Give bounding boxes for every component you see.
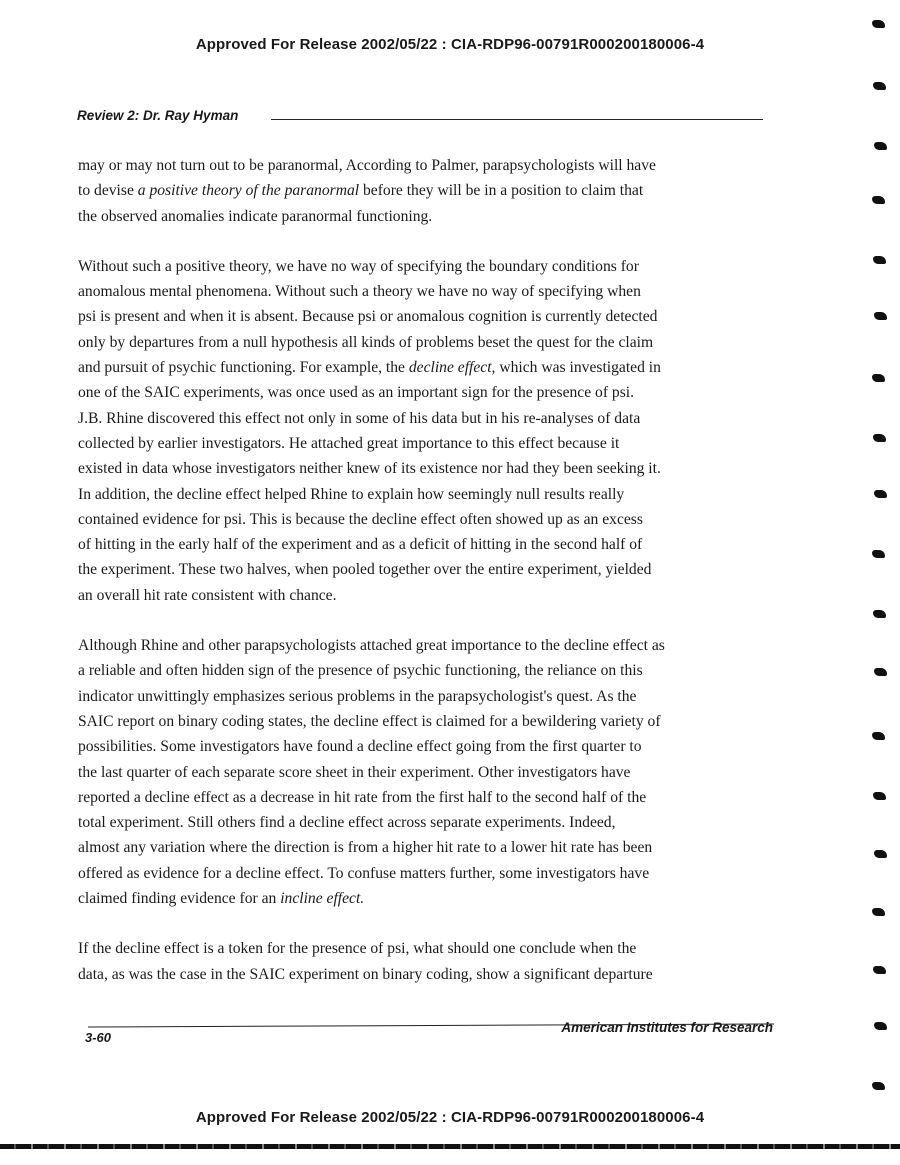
scan-edge-marks	[868, 0, 898, 1165]
scan-mark	[874, 312, 887, 320]
running-header-label: Review 2: Dr. Ray Hyman	[77, 108, 239, 123]
text-line	[78, 861, 768, 886]
text-run: a reliable and often hidden sign of the presence of psychic functioning, the reliance on this	[78, 662, 643, 680]
italic-phrase: incline effect.	[280, 890, 365, 908]
text-run: existed in data whose investigators neither knew of its existence nor had they been seeking it.	[78, 460, 661, 478]
text-run: before they will be in a position to claim that	[359, 182, 644, 200]
text-run: Although Rhine and other parapsychologists attached great importance to the decline effect as	[78, 637, 665, 655]
text-run: data, as was the case in the SAIC experiment on binary coding, show a significant departure	[78, 965, 653, 983]
text-line	[78, 380, 768, 405]
text-line	[78, 254, 768, 279]
paragraph	[78, 633, 768, 911]
text-line	[78, 886, 768, 911]
text-line	[78, 532, 768, 557]
text-run: total experiment. Still others find a decline effect across separate experiments. Indeed,	[78, 814, 616, 832]
text-run: only by departures from a null hypothesis all kinds of problems beset the quest for the claim	[78, 333, 654, 351]
text-line	[78, 962, 768, 987]
running-header	[77, 108, 763, 128]
text-line	[78, 431, 768, 456]
text-line	[78, 456, 768, 481]
text-line	[78, 304, 768, 329]
text-line	[78, 835, 768, 860]
scan-mark	[872, 374, 885, 382]
text-run: contained evidence for psi. This is because the decline effect often showed up as an excess	[78, 510, 643, 528]
text-run: In addition, the decline effect helped Rhine to explain how seemingly null results really	[78, 485, 625, 503]
release-footer: Approved For Release 2002/05/22 : CIA-RDP96-00791R000200180006-4	[195, 1109, 705, 1126]
body-text	[78, 153, 768, 1012]
scan-mark	[873, 256, 886, 264]
text-line	[78, 557, 768, 582]
text-line	[78, 279, 768, 304]
italic-phrase: a positive theory of the paranormal	[137, 182, 360, 200]
scan-mark	[874, 1022, 887, 1030]
text-line	[78, 583, 768, 608]
paragraph	[78, 254, 768, 608]
text-run: If the decline effect is a token for the presence of psi, what should one conclude when the	[78, 940, 637, 958]
text-line	[78, 658, 768, 683]
scan-bottom-band	[0, 1144, 900, 1149]
scan-mark	[873, 610, 886, 618]
text-line	[78, 785, 768, 810]
text-run: an overall hit rate consistent with chance.	[78, 586, 337, 604]
text-line	[78, 406, 768, 431]
text-line	[78, 178, 768, 203]
scan-mark	[872, 1082, 885, 1090]
scan-mark	[872, 550, 885, 558]
text-line	[78, 330, 768, 355]
scan-mark	[873, 966, 886, 974]
text-run: the observed anomalies indicate paranormal functioning.	[78, 207, 433, 225]
organization-name: American Institutes for Research	[561, 1020, 773, 1035]
text-line	[78, 633, 768, 658]
text-line	[78, 204, 768, 229]
text-run: claimed finding evidence for an	[78, 890, 281, 908]
text-run: possibilities. Some investigators have found a decline effect going from the first quarter to	[78, 738, 642, 756]
text-run: the last quarter of each separate score sheet in their experiment. Other investigators have	[78, 763, 631, 781]
text-run: one of the SAIC experiments, was once used as an important sign for the presence of psi.	[78, 384, 635, 402]
header-rule	[271, 119, 763, 120]
text-run: which was investigated in	[495, 359, 661, 377]
text-line	[78, 760, 768, 785]
text-run: the experiment. These two halves, when pooled together over the entire experiment, yielded	[78, 561, 652, 579]
text-line	[78, 810, 768, 835]
text-run: of hitting in the early half of the experiment and as a deficit of hitting in the second half of	[78, 536, 643, 554]
text-run: to devise	[78, 182, 138, 200]
paragraph	[78, 153, 768, 229]
text-run: Without such a positive theory, we have no way of specifying the boundary conditions for	[78, 257, 639, 275]
text-line	[78, 684, 768, 709]
scan-mark	[873, 434, 886, 442]
text-run: SAIC report on binary coding states, the decline effect is claimed for a bewildering variety of	[78, 712, 661, 730]
italic-phrase: decline effect,	[408, 359, 496, 377]
text-run: reported a decline effect as a decrease in hit rate from the first half to the second half of the	[78, 788, 647, 806]
text-line	[78, 709, 768, 734]
text-run: anomalous mental phenomena. Without such a theory we have no way of specifying when	[78, 283, 641, 301]
text-run: offered as evidence for a decline effect. To confuse matters further, some investigators have	[78, 864, 650, 882]
text-line	[78, 507, 768, 532]
text-run: indicator unwittingly emphasizes serious problems in the parapsychologist's quest. As the	[78, 687, 637, 705]
text-run: may or may not turn out to be paranormal, According to Palmer, parapsychologists will have	[78, 157, 656, 174]
text-line	[78, 153, 768, 178]
scan-mark	[873, 792, 886, 800]
scan-mark	[874, 850, 887, 858]
text-run: psi is present and when it is absent. Because psi or anomalous cognition is currently detected	[78, 308, 658, 326]
scan-mark	[873, 82, 886, 90]
text-run: J.B. Rhine discovered this effect not only in some of his data but in his re-analyses of data	[78, 409, 641, 427]
text-run: and pursuit of psychic functioning. For example, the	[78, 359, 409, 377]
scan-mark	[874, 142, 887, 150]
scan-mark	[872, 732, 885, 740]
text-line	[78, 355, 768, 380]
scan-mark	[872, 196, 885, 204]
text-run: collected by earlier investigators. He attached great importance to this effect because it	[78, 434, 620, 452]
text-line	[78, 936, 768, 961]
text-line	[78, 734, 768, 759]
scan-mark	[874, 668, 887, 676]
scan-mark	[874, 490, 887, 498]
text-run: almost any variation where the direction is from a higher hit rate to a lower hit rate has been	[78, 839, 653, 857]
scan-mark	[872, 20, 885, 28]
text-line	[78, 482, 768, 507]
page-number: 3-60	[85, 1030, 112, 1045]
release-header: Approved For Release 2002/05/22 : CIA-RDP96-00791R000200180006-4	[195, 36, 705, 53]
paragraph	[78, 936, 768, 987]
scan-mark	[872, 908, 885, 916]
